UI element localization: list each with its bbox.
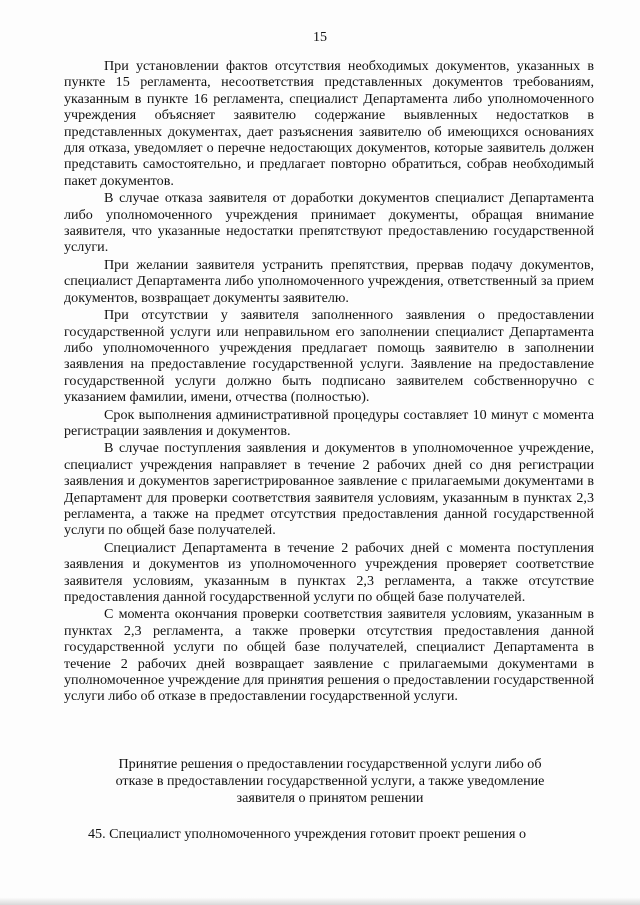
paragraph: Срок выполнения административной процедуры составляет 10 минут с момента регистрации заявления и документов. <box>64 406 594 439</box>
section-heading: Принятие решения о предоставлении государственной услуги либо об отказе в предоставлении государственной услуги, а также уведомление заявителя о принятом решении <box>115 756 545 806</box>
paragraph: При установлении фактов отсутствия необходимых документов, указанных в пункте 15 регламента, несоответствия представленных документов требованиям, указанным в пункте 16 регламента, специалист Департамента либо уполномоченного учреждения объясняет заявителю содержание выявленных недостатков в представленных документах, дает разъяснения заявителю об имеющихся основаниях для отказа, уведомляет о перечне недостающих документов, которые заявитель должен представить самостоятельно, и предлагает повторно обратиться, собрав необходимый пакет документов. <box>64 58 594 189</box>
paragraph: В случае отказа заявителя от доработки документов специалист Департамента либо уполномоченного учреждения принимает документы, обращая внимание заявителя, что указанные недостатки препятствуют предоставлению государственной услуги. <box>64 190 594 256</box>
page-number: 15 <box>313 30 327 45</box>
paragraph: С момента окончания проверки соответствия заявителя условиям, указанным в пунктах 2,3 регламента, а также проверки отсутствия предоставления данной государственной услуги по общей базе получателей, специалист Департамента в течение 2 рабочих дней возвращает заявление с прилагаемыми документами в уполномоченное учреждение для принятия решения о предоставлении государственной услуги либо об отказе в предоставлении государственной услуги. <box>64 606 594 705</box>
last-paragraph-block <box>64 826 594 843</box>
paragraph: 45. Специалист уполномоченного учреждения готовит проект решения о <box>88 826 527 842</box>
page-bottom-edge <box>0 897 640 905</box>
paragraph: Специалист Департамента в течение 2 рабочих дней с момента поступления заявления и документов из уполномоченного учреждения проверяет соответствие заявителя условиям, указанным в пунктах 2,3 регламента, а также отсутствие предоставления данной государственной услуги по общей базе получателей. <box>64 539 594 605</box>
paragraph: В случае поступления заявления и документов в уполномоченное учреждение, специалист учреждения направляет в течение 2 рабочих дней со дня регистрации заявления и документов зарегистрированное заявление с прилагаемыми документами в Департамент для проверки соответствия заявителя условиям, указанным в пунктах 2,3 регламента, а также на предмет отсутствия предоставления данной государственной услуги по общей базе получателей. <box>64 440 594 539</box>
paragraph: При желании заявителя устранить препятствия, прервав подачу документов, специалист Департамента либо уполномоченного учреждения, ответственный за прием документов, возвращает документы заявителю. <box>64 256 594 306</box>
body-text <box>64 58 594 706</box>
paragraph: При отсутствии у заявителя заполненного заявления о предоставлении государственной услуги или неправильном его заполнении специалист Департамента либо уполномоченного учреждения предлагает помощь заявителю в заполнении заявления на предоставление государственной услуги. Заявление на предоставление государственной услуги должно быть подписано заявителем собственноручно с указанием фамилии, имени, отчества (полностью). <box>64 307 594 406</box>
